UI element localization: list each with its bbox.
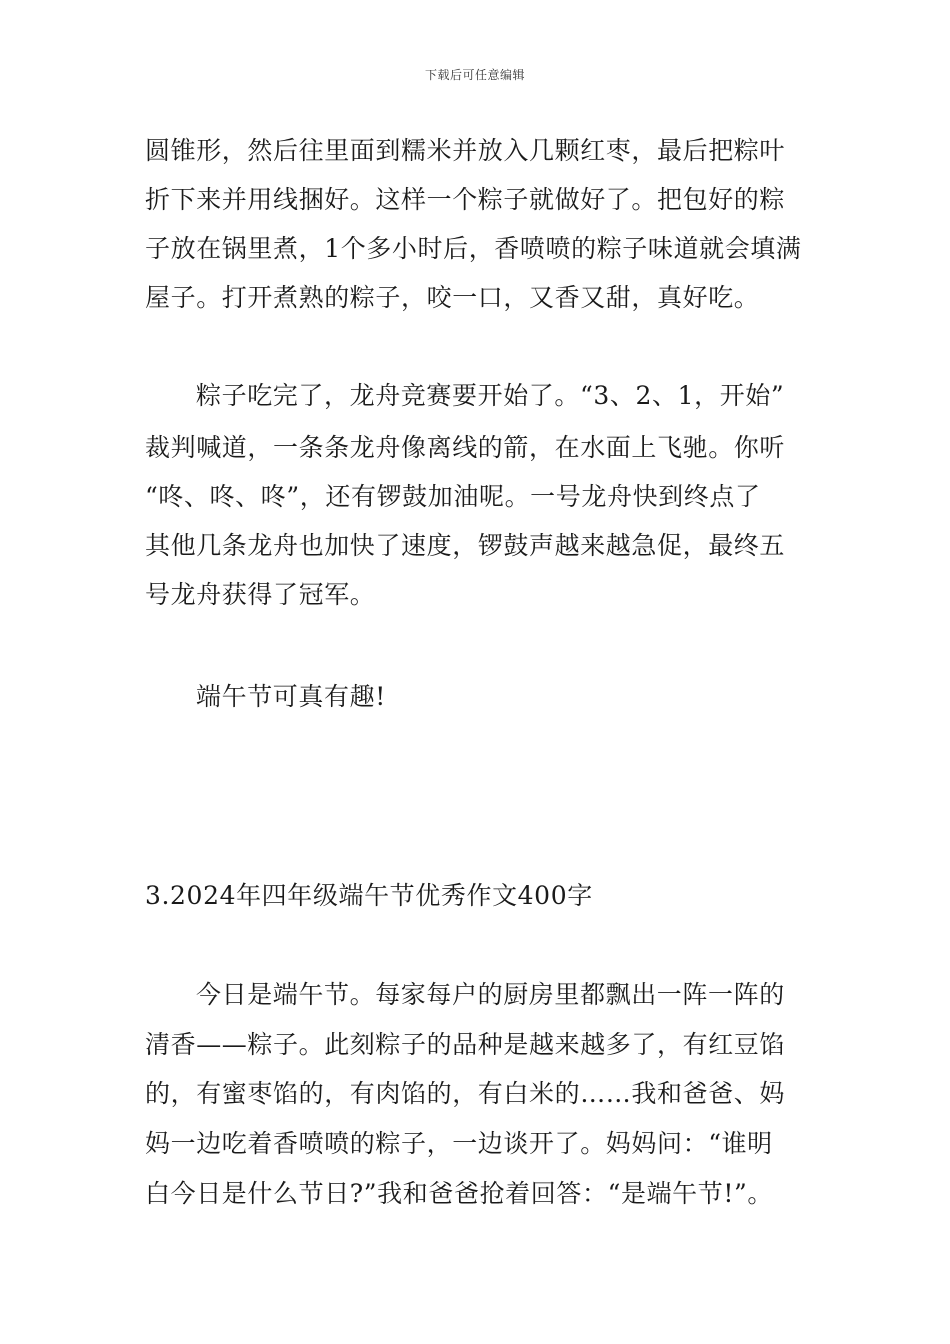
paragraph-1-line-2: 折下来并用线捆好。这样一个粽子就做好了。把包好的粽 [145,185,786,214]
page-header: 下载后可任意编辑 [424,68,525,82]
paragraph-2-line-2: 裁判喊道，一条条龙舟像离线的箭，在水面上飞驰。你听 [145,433,786,462]
paragraph-3-line-1: 端午节可真有趣! [196,682,386,711]
section-paragraph-line-4: 妈一边吃着香喷喷的粽子，一边谈开了。妈妈问：“谁明 [145,1129,773,1158]
paragraph-2-line-1: 粽子吃完了，龙舟竞赛要开始了。“3、2、1，开始” [196,381,785,410]
paragraph-1-line-3: 子放在锅里煮，1个多小时后，香喷喷的粽子味道就会填满 [145,234,802,263]
paragraph-1-line-4: 屋子。打开煮熟的粽子，咬一口，又香又甜，真好吃。 [145,283,760,312]
section-title: 3.2024年四年级端午节优秀作文400字 [145,881,593,910]
section-paragraph-line-3: 的，有蜜枣馅的，有肉馅的，有白米的……我和爸爸、妈 [145,1079,786,1108]
paragraph-1-line-1: 圆锥形，然后往里面到糯米并放入几颗红枣，最后把粽叶 [145,136,786,165]
paragraph-2-line-3: “咚、咚、咚”，还有锣鼓加油呢。一号龙舟快到终点了 [145,482,761,511]
section-paragraph-line-5: 白今日是什么节日?”我和爸爸抢着回答：“是端午节!”。 [145,1179,773,1208]
paragraph-2-line-4: 其他几条龙舟也加快了速度，锣鼓声越来越急促，最终五 [145,531,786,560]
section-paragraph-line-2: 清香——粽子。此刻粽子的品种是越来越多了，有红豆馅 [145,1030,786,1059]
paragraph-2-line-5: 号龙舟获得了冠军。 [145,580,376,609]
section-paragraph-line-1: 今日是端午节。每家每户的厨房里都飘出一阵一阵的 [196,980,785,1009]
